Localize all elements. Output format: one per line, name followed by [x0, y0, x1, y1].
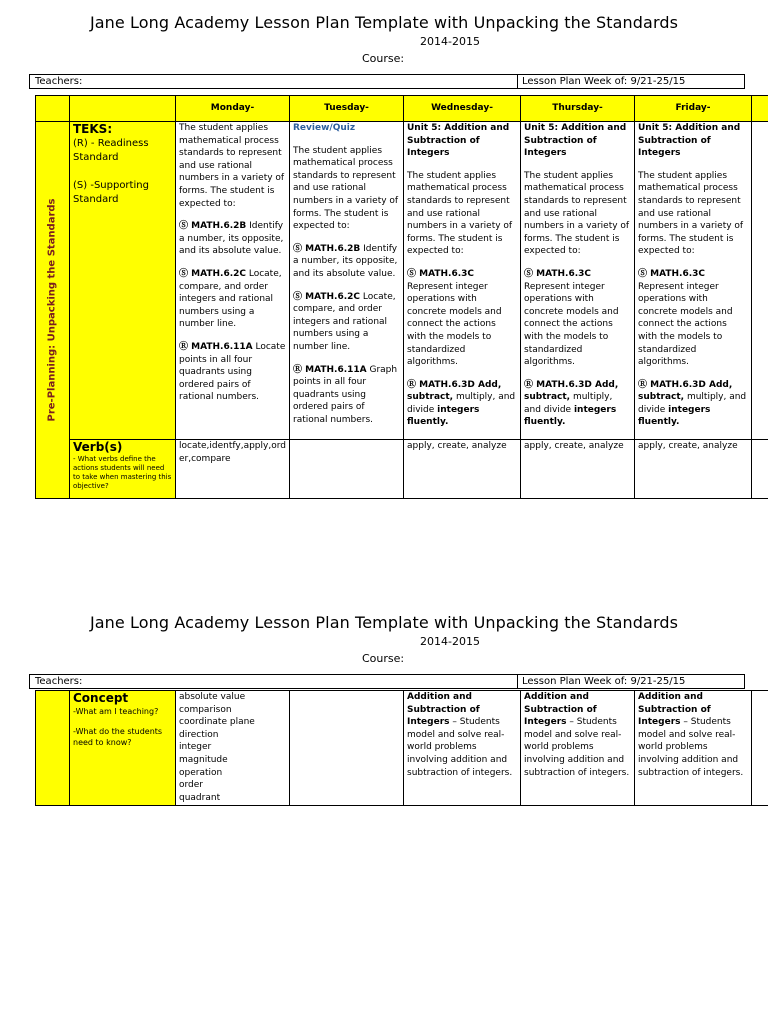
vocab-item: quadrant — [179, 792, 221, 803]
day-header-thursday: Thursday- — [521, 96, 635, 122]
concept-title: Addition and Subtraction of Integers — [524, 692, 597, 728]
unit-title: Unit 5: Addition and Subtraction of Integers — [524, 123, 627, 159]
teks-extra — [752, 122, 768, 440]
vocab-item: direction — [179, 729, 219, 740]
teks-intro: The student applies mathematical process standards to represent and use rational numbers in a variety of forms. The student is expected to: — [524, 170, 630, 257]
concept-tuesday — [290, 691, 404, 806]
standard-code: Ⓡ MATH.6.11A — [179, 341, 253, 352]
standard-item — [638, 268, 748, 369]
standard-code: Ⓢ MATH.6.3C — [524, 268, 591, 279]
standard-text: Locate, compare, and order integers and rational numbers using a number line. — [179, 268, 282, 330]
concept-monday — [176, 691, 290, 806]
teks-monday — [176, 122, 290, 440]
unit-title: Unit 5: Addition and Subtraction of Integers — [638, 123, 741, 159]
concept-friday — [635, 691, 752, 806]
standard-item — [293, 364, 400, 427]
page-title: Jane Long Academy Lesson Plan Template with Unpacking the Standards — [89, 613, 679, 632]
standard-item — [524, 268, 631, 369]
teks-label-cell — [70, 122, 176, 440]
concept-text: – Students model and solve real-world problems involving addition and subtraction of integers. — [524, 717, 630, 778]
concept-row — [36, 691, 768, 806]
day-header-row — [36, 96, 768, 122]
standard-code: Ⓢ MATH.6.3C — [407, 268, 474, 279]
teks-intro: The student applies mathematical process standards to represent and use rational numbers in a variety of forms. The student is expected to: — [293, 145, 399, 232]
concept-extra — [752, 691, 768, 806]
standard-item — [293, 243, 400, 281]
standard-code: Ⓡ MATH.6.3D — [407, 379, 475, 390]
vocab-item: comparison — [179, 704, 232, 715]
concept-text: – Students model and solve real-world problems involving addition and subtraction of integers. — [638, 717, 744, 778]
divider — [517, 75, 518, 88]
standard-end: integers fluently. — [407, 404, 480, 428]
teachers-label: Teachers: — [35, 76, 83, 87]
corner-cell — [36, 96, 70, 122]
standard-text: Locate points in all four quadrants using ordered pairs of rational numbers. — [179, 341, 286, 403]
concept-title: Addition and Subtraction of Integers — [407, 692, 480, 728]
lesson-plan-table — [35, 95, 768, 499]
teks-wednesday — [404, 122, 521, 440]
concept-table — [35, 690, 768, 806]
page-1 — [0, 0, 768, 500]
teachers-label: Teachers: — [35, 676, 83, 687]
vocab-item: operation — [179, 767, 223, 778]
day-header-friday: Friday- — [635, 96, 752, 122]
day-header-monday: Monday- — [176, 96, 290, 122]
standard-code: Ⓢ MATH.6.2B — [293, 243, 361, 254]
standard-item — [179, 268, 286, 331]
vocab-item: integer — [179, 742, 212, 753]
teks-tuesday — [290, 122, 404, 440]
standard-code: Ⓢ MATH.6.2C — [293, 291, 360, 302]
standard-text: Represent integer operations with concrete models and connect the actions with the models to standardized algorithms. — [407, 281, 502, 368]
sidebar-label: Pre-Planning: Unpacking the Standards — [46, 198, 58, 422]
verbs-friday: apply, create, analyze — [635, 440, 752, 499]
teachers-bar — [29, 674, 745, 689]
standard-code: Ⓡ MATH.6.11A — [293, 364, 367, 375]
concept-wednesday — [404, 691, 521, 806]
teks-intro: The student applies mathematical process standards to represent and use rational numbers in a variety of forms. The student is expected to: — [179, 123, 285, 209]
teks-label: TEKS: — [73, 122, 113, 136]
standard-add: Add, subtract, — [638, 379, 733, 403]
standard-add: Add, subtract, — [524, 379, 619, 403]
standard-code: Ⓢ MATH.6.2C — [179, 268, 246, 279]
teks-row — [36, 122, 768, 440]
vocab-item: order — [179, 780, 203, 791]
standard-code: Ⓢ MATH.6.2B — [179, 221, 247, 232]
verbs-description: - What verbs define the actions students will need to take when mastering this objective? — [73, 455, 172, 491]
concept-label: Concept — [73, 691, 129, 705]
verbs-thursday: apply, create, analyze — [521, 440, 635, 499]
teks-friday — [635, 122, 752, 440]
school-year: 2014-2015 — [420, 635, 480, 648]
vocab-item: coordinate plane — [179, 717, 255, 728]
standard-code: Ⓡ MATH.6.3D — [638, 379, 706, 390]
standard-item — [638, 379, 748, 429]
verbs-label-cell — [70, 440, 176, 499]
standard-item — [407, 268, 517, 369]
concept-question-1: -What am I teaching? — [73, 707, 159, 716]
standard-item — [179, 220, 286, 258]
sidebar-cell — [36, 691, 70, 806]
concept-title: Addition and Subtraction of Integers — [638, 692, 711, 728]
concept-thursday — [521, 691, 635, 806]
standard-item — [524, 379, 631, 429]
verbs-tuesday — [290, 440, 404, 499]
standard-add: Add, subtract, — [407, 379, 502, 403]
week-label: Lesson Plan Week of: 9/21-25/15 — [522, 76, 686, 87]
verbs-label: Verb(s) — [73, 440, 123, 455]
unit-title: Unit 5: Addition and Subtraction of Integers — [407, 123, 510, 159]
teks-thursday — [521, 122, 635, 440]
week-label: Lesson Plan Week of: 9/21-25/15 — [522, 676, 686, 687]
label-header-cell — [70, 96, 176, 122]
page-title: Jane Long Academy Lesson Plan Template with Unpacking the Standards — [89, 13, 679, 32]
standard-code: Ⓢ MATH.6.3C — [638, 268, 705, 279]
day-header-wednesday: Wednesday- — [404, 96, 521, 122]
standard-item — [407, 379, 517, 429]
readiness-label: (R) - Readiness Standard — [73, 138, 149, 163]
standard-item — [179, 341, 286, 404]
standard-code: Ⓡ MATH.6.3D — [524, 379, 592, 390]
standard-item — [293, 291, 400, 354]
standard-text: Represent integer operations with concrete models and connect the actions with the models to standardized algorithms. — [524, 281, 619, 368]
concept-label-cell — [70, 691, 176, 806]
verbs-extra — [752, 440, 768, 499]
vocab-item: absolute value — [179, 692, 246, 702]
verbs-wednesday: apply, create, analyze — [404, 440, 521, 499]
supporting-label: (S) -Supporting Standard — [73, 180, 149, 205]
teachers-bar — [29, 74, 745, 89]
review-quiz-label: Review/Quiz — [293, 123, 356, 133]
verbs-row — [36, 440, 768, 499]
concept-text: – Students model and solve real-world problems involving addition and subtraction of integers. — [407, 717, 513, 778]
teks-intro: The student applies mathematical process standards to represent and use rational numbers in a variety of forms. The student is expected to: — [638, 170, 744, 257]
standard-end: integers fluently. — [638, 404, 711, 428]
extra-header-cell — [752, 96, 768, 122]
standard-end: integers fluently. — [524, 404, 617, 428]
verbs-monday: locate,identfy,apply,order,compare — [176, 440, 290, 499]
teks-intro: The student applies mathematical process standards to represent and use rational numbers in a variety of forms. The student is expected to: — [407, 170, 513, 257]
standard-text: Locate, compare, and order integers and rational numbers using a number line. — [293, 291, 396, 352]
standard-text: Graph points in all four quadrants using ordered pairs of rational numbers. — [293, 364, 398, 425]
standard-text: Identify a number, its opposite, and its absolute value. — [293, 243, 398, 279]
course-label: Course: — [362, 52, 405, 65]
standard-text: multiply, and divide — [524, 392, 613, 415]
standard-text: multiply, and divide — [638, 392, 747, 415]
divider — [517, 675, 518, 688]
standard-text: multiply, and divide — [407, 392, 516, 415]
day-header-tuesday: Tuesday- — [290, 96, 404, 122]
page-2 — [0, 600, 768, 820]
concept-question-2: -What do the students need to know? — [73, 727, 163, 747]
standard-text: Represent integer operations with concrete models and connect the actions with the models to standardized algorithms. — [638, 281, 733, 368]
course-label: Course: — [362, 652, 405, 665]
standard-text: Identify a number, its opposite, and its absolute value. — [179, 221, 284, 257]
sidebar-cell — [36, 122, 70, 499]
school-year: 2014-2015 — [420, 35, 480, 48]
vocab-item: magnitude — [179, 754, 228, 765]
